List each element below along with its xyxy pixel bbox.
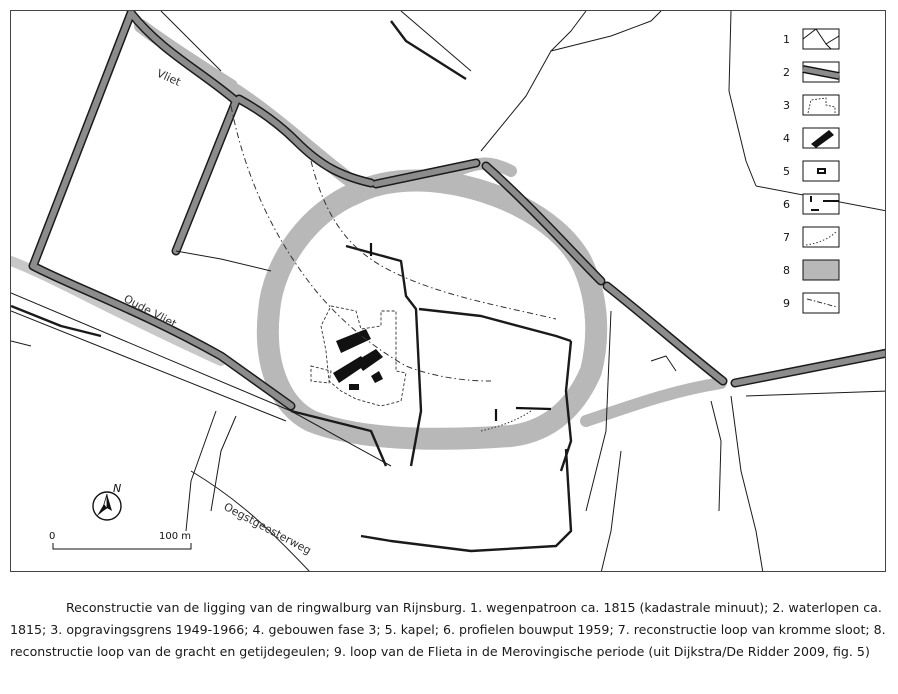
excavation-boundary [311, 306, 406, 406]
legend [783, 29, 839, 313]
flieta-merovingian [231, 106, 556, 381]
map-drawing [11, 11, 886, 572]
legend-item-5 [783, 161, 839, 181]
buildings-phase3 [333, 329, 383, 383]
svg-text:3: 3 [783, 99, 790, 112]
moat-reconstruction [11, 26, 721, 439]
label-vliet: Vliet [154, 66, 183, 89]
north-arrow [93, 482, 121, 520]
scale-end: 100 m [159, 531, 192, 542]
legend-item-2 [783, 62, 839, 82]
legend-item-3 [783, 95, 839, 115]
scale-start: 0 [49, 531, 56, 542]
profiles-1959 [371, 243, 551, 421]
svg-text:6: 6 [783, 198, 790, 211]
svg-text:1: 1 [783, 33, 790, 46]
legend-item-8 [783, 260, 839, 280]
label-oude-vliet: Oude Vliet [121, 292, 179, 331]
label-oegstgeesterweg: Oegstgeesterweg [221, 500, 314, 558]
svg-text:8: 8 [783, 264, 790, 277]
legend-item-9 [783, 293, 839, 313]
svg-text:4: 4 [783, 132, 790, 145]
svg-text:5: 5 [783, 165, 790, 178]
svg-text:7: 7 [783, 231, 790, 244]
scale-bar [49, 531, 191, 549]
svg-text:2: 2 [783, 66, 790, 79]
road-pattern-1815 [11, 11, 886, 572]
north-letter: N [113, 482, 122, 495]
legend-item-4 [783, 128, 839, 148]
figure-caption: Reconstructie van de ligging van de ringwalburg van Rijnsburg. 1. wegenpatroon ca. 1815 (kadastrale minuut); 2. waterlopen ca. 1815; 3. opgravingsgrens 1949-1966; 4. gebouwen fase 3; 5. kapel; 6. profielen bouwput 1959; 7. reconstructie loop van kromme sloot; 8. reconstructie loop van de gracht en getijdegeulen; 9. loop van de Flieta in de Merovingische periode (uit Dijkstra/De Ridder 2009, fig. 5) [10, 600, 886, 659]
map-frame [10, 10, 886, 572]
chapel [349, 384, 359, 390]
legend-item-6 [783, 194, 839, 214]
legend-item-1 [783, 29, 839, 49]
svg-text:9: 9 [783, 297, 790, 310]
legend-item-7 [783, 227, 839, 247]
